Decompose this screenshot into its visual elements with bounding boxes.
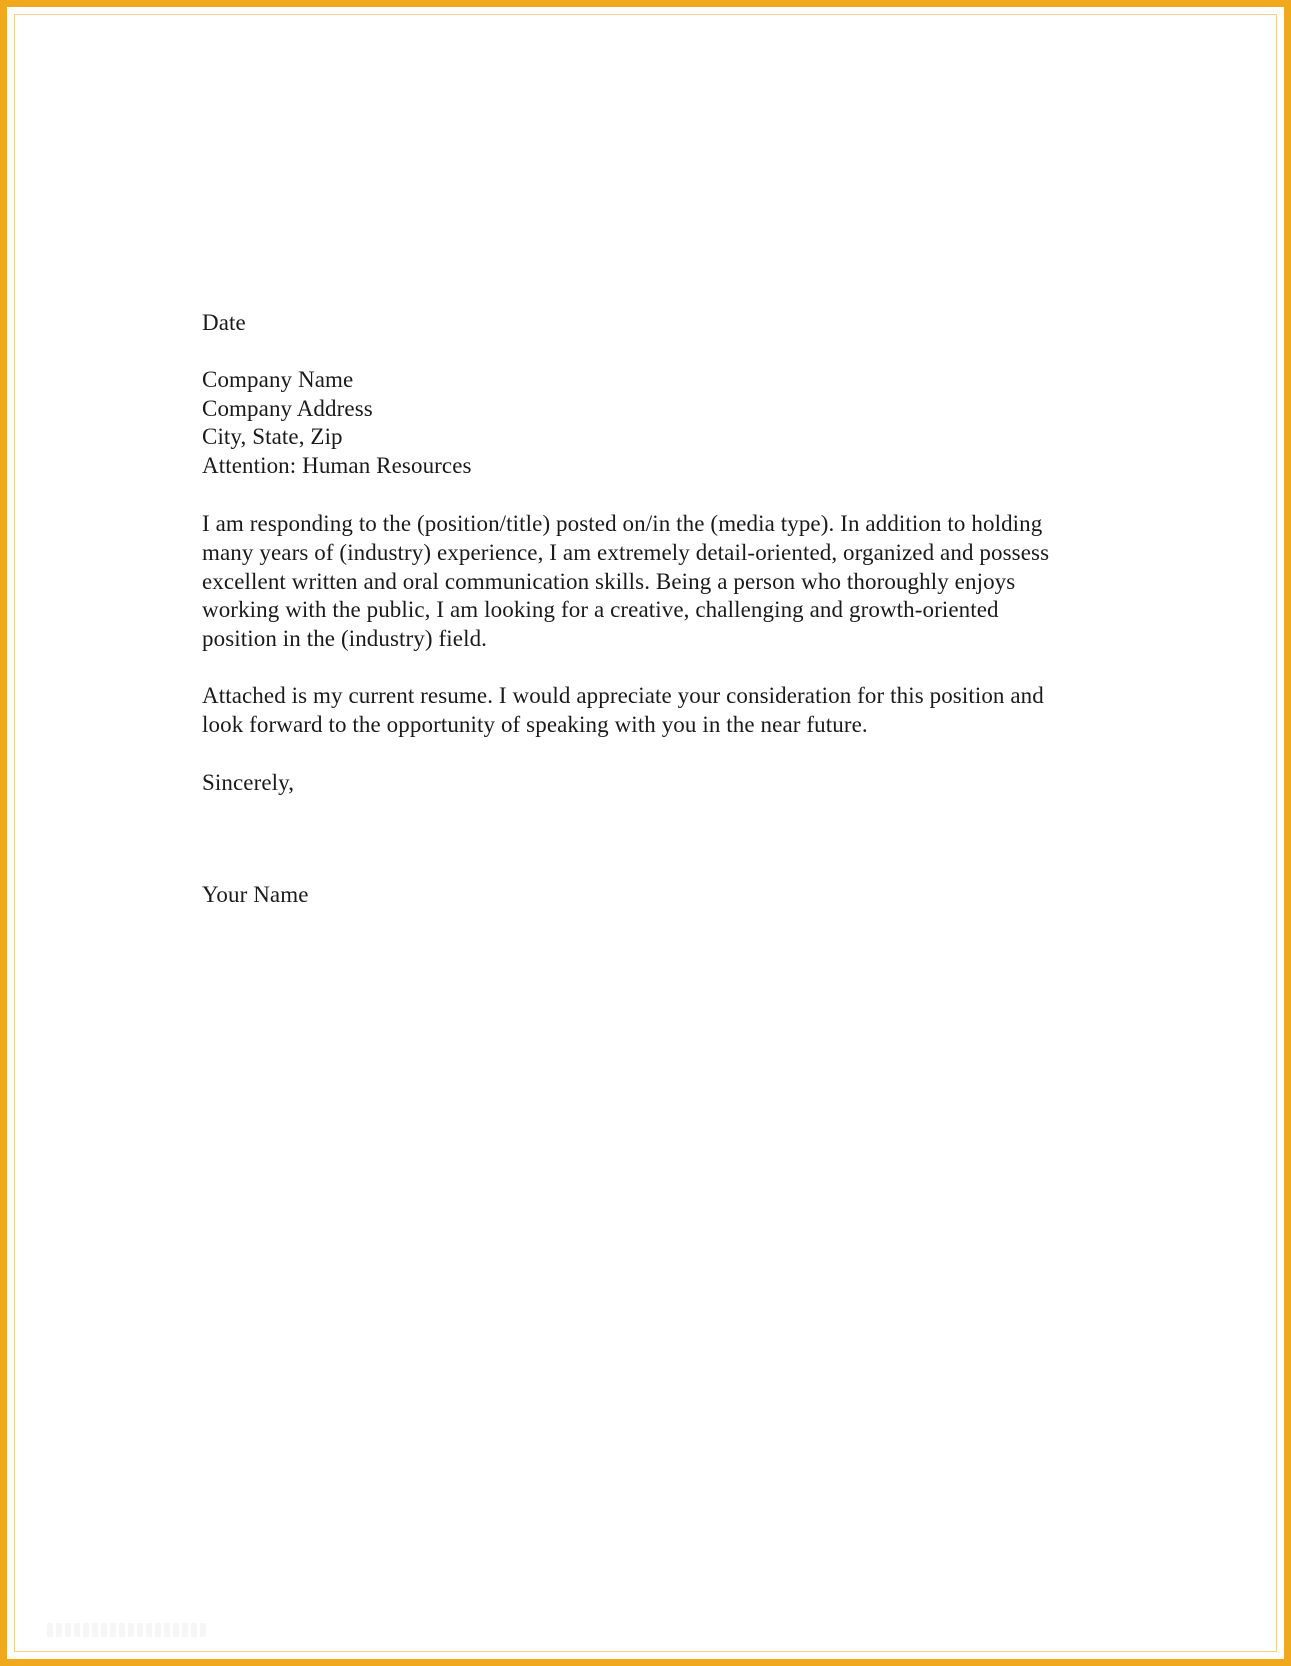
letter-date: Date bbox=[202, 310, 246, 335]
paragraph-1-line: position in the (industry) field. bbox=[202, 626, 488, 652]
cover-letter bbox=[202, 309, 1132, 910]
body-paragraph-1 bbox=[202, 510, 1132, 654]
letter-closing: Sincerely, bbox=[202, 769, 295, 795]
paragraph-1-line: working with the public, I am looking for a creative, challenging and growth-oriented bbox=[202, 597, 999, 623]
attention-line: Attention: Human Resources bbox=[202, 453, 472, 479]
paragraph-1-line: many years of (industry) experience, I am extremely detail-oriented, organized and possess bbox=[202, 539, 1050, 565]
paragraph-1-line: excellent written and oral communication skills. Being a person who thoroughly enjoys bbox=[202, 568, 1016, 594]
body-paragraph-2 bbox=[202, 682, 1132, 740]
paragraph-2-line: Attached is my current resume. I would appreciate your consideration for this position and bbox=[202, 682, 1044, 708]
paragraph-1-line: I am responding to the (position/title) posted on/in the (media type). In addition to holding bbox=[202, 510, 1043, 536]
company-name-line: Company Name bbox=[202, 366, 354, 392]
faint-watermark-mark bbox=[47, 1623, 207, 1637]
paragraph-2-line: look forward to the opportunity of speaking with you in the near future. bbox=[202, 711, 868, 737]
city-state-zip-line: City, State, Zip bbox=[202, 424, 343, 450]
signature-name: Your Name bbox=[202, 882, 309, 908]
recipient-address-block bbox=[202, 366, 1132, 481]
company-address-line: Company Address bbox=[202, 395, 373, 421]
